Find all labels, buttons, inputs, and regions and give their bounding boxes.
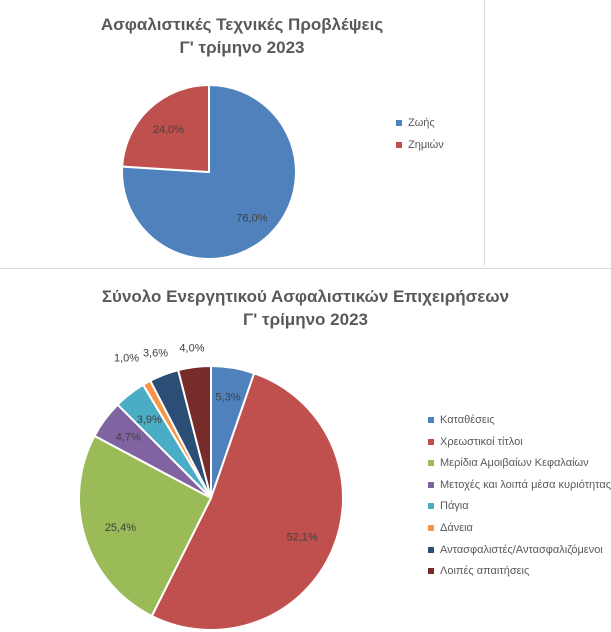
- legend-item: [428, 435, 611, 457]
- legend-swatch: [396, 120, 402, 126]
- legend-item: [428, 521, 611, 543]
- legend-label: Μερίδια Αμοιβαίων Κεφαλαίων: [440, 457, 589, 470]
- legend-label: Ζημιών: [408, 139, 444, 151]
- legend-swatch: [428, 460, 434, 466]
- chart-title-line-2: Γ' τρίμηνο 2023: [243, 310, 368, 329]
- legend-label: Καταθέσεις: [440, 414, 495, 426]
- legend-label: Λοιπές απαιτήσεις: [440, 565, 530, 578]
- legend-item: [428, 456, 611, 478]
- legend-swatch: [428, 439, 434, 445]
- legend-item: [396, 138, 444, 160]
- chart-panel-total-assets: [0, 268, 611, 632]
- legend-swatch: [428, 568, 434, 574]
- pie-data-label: 4,7%: [115, 431, 141, 444]
- legend-swatch: [428, 503, 434, 509]
- chart-panel-insurance-provisions: [0, 0, 485, 266]
- legend-label: Χρεωστικοί τίτλοι: [440, 435, 523, 448]
- legend-item: [428, 478, 611, 500]
- pie-data-label: 24,0%: [152, 123, 185, 136]
- chart-legend: [396, 116, 444, 160]
- chart-legend: [428, 413, 611, 586]
- legend-label: Αντασφαλιστές/Αντασφαλιζόμενοι: [440, 543, 603, 556]
- legend-item: [428, 499, 611, 521]
- legend-swatch: [428, 525, 434, 531]
- chart-title-line-2: Γ' τρίμηνο 2023: [179, 38, 305, 57]
- legend-swatch: [428, 417, 434, 423]
- legend-item: [428, 543, 611, 565]
- legend-swatch: [396, 142, 402, 148]
- legend-label: Δάνεια: [440, 521, 473, 534]
- legend-swatch: [428, 547, 434, 553]
- legend-swatch: [428, 482, 434, 488]
- pie-data-label: 76,0%: [236, 212, 268, 225]
- legend-item: [428, 564, 611, 586]
- chart-title-line-1: Ασφαλιστικές Τεχνικές Προβλέψεις: [100, 15, 384, 34]
- legend-label: Πάγια: [440, 500, 469, 513]
- legend-label: Μετοχές και λοιπά μέσα κυριότητας: [440, 478, 611, 491]
- pie-data-label: 3,9%: [136, 413, 162, 426]
- pie-data-label: 1,0%: [113, 352, 140, 365]
- pie-data-label: 5,3%: [215, 391, 241, 404]
- legend-item: [428, 413, 611, 435]
- pie-data-label: 52,1%: [286, 531, 318, 544]
- pie-data-label: 25,4%: [104, 521, 137, 534]
- pie-data-label: 3,6%: [142, 347, 169, 360]
- legend-label: Ζωής: [408, 117, 435, 129]
- legend-item: [396, 116, 444, 138]
- pie-data-label: 4,0%: [179, 342, 205, 355]
- chart-title-line-1: Σύνολο Ενεργητικού Ασφαλιστικών Επιχειρήσεων: [101, 287, 510, 306]
